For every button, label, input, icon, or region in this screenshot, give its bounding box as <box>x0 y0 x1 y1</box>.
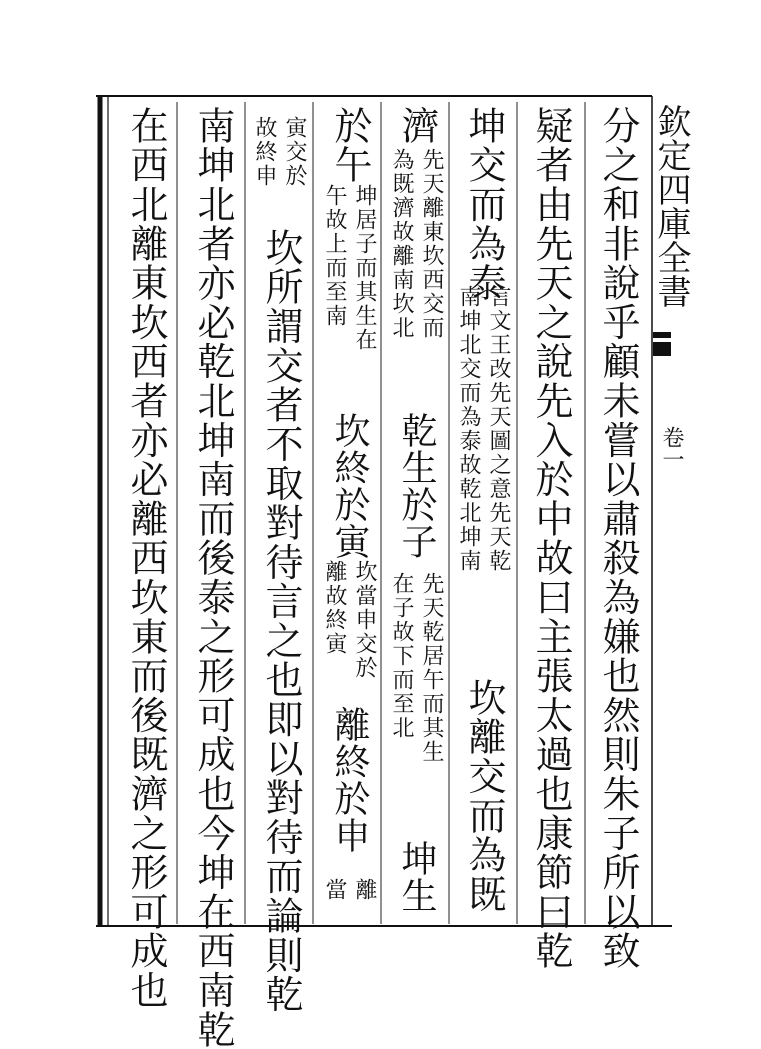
text-column-3-tail: 坎離交而為既 <box>462 678 506 914</box>
text-column-1: 分之和非說乎顧未嘗以肅殺為嫌也然則朱子所以致 <box>596 106 640 971</box>
text-column-5-head: 於午 <box>328 106 372 185</box>
text-column-3-main: 坤交而為泰 <box>462 106 506 303</box>
text-column-4-mid: 乾生於子 <box>396 412 437 560</box>
text-column-7: 南坤北者亦必乾北坤南而後泰之形可成也今坤在西南乾 <box>191 106 235 1049</box>
annotation-4d: 在子故下而至北 <box>389 572 414 740</box>
text-column-4-head: 濟 <box>395 106 439 146</box>
text-column-5-tail: 離終於申 <box>329 706 370 854</box>
text-column-2: 疑者由先天之說先入於中故曰主張太過也康節曰乾 <box>529 106 573 971</box>
annotation-6b: 故終申 <box>252 116 277 188</box>
annotation-5d: 離故終寅 <box>322 560 347 656</box>
margin-book-title: 欽定四庫全書 <box>651 104 691 308</box>
fishtail-mark <box>653 342 671 356</box>
annotation-5e: 離 <box>352 878 377 902</box>
annotation-4a: 先天離東坎西交而 <box>419 148 444 340</box>
margin-juan-label: 卷一 <box>659 426 684 470</box>
text-column-4-tail: 坤生 <box>396 840 437 914</box>
text-column-5-mid: 坎終於寅 <box>329 412 370 560</box>
text-column-6: 坎所謂交者不取對待言之也即以對待而論則乾 <box>259 228 303 1014</box>
text-column-8: 在西北離東坎西者亦必離西坎東而後既濟之形可成也 <box>124 106 168 1010</box>
annotation-3a: 言文王改先天圖之意先天乾 <box>486 285 511 573</box>
annotation-6a: 寅交於 <box>282 116 307 188</box>
fishtail-mark <box>653 332 671 338</box>
annotation-4c: 先天乾居午而其生 <box>419 572 444 764</box>
annotation-4b: 為既濟故離南坎北 <box>389 148 414 340</box>
annotation-5a: 坤居子而其生在 <box>352 184 377 352</box>
annotation-5f: 當 <box>322 878 347 902</box>
annotation-3b: 南坤北交而為泰故乾北坤南 <box>456 285 481 573</box>
annotation-5c: 坎當申交於 <box>352 560 377 680</box>
annotation-5b: 午故上而至南 <box>322 184 347 328</box>
